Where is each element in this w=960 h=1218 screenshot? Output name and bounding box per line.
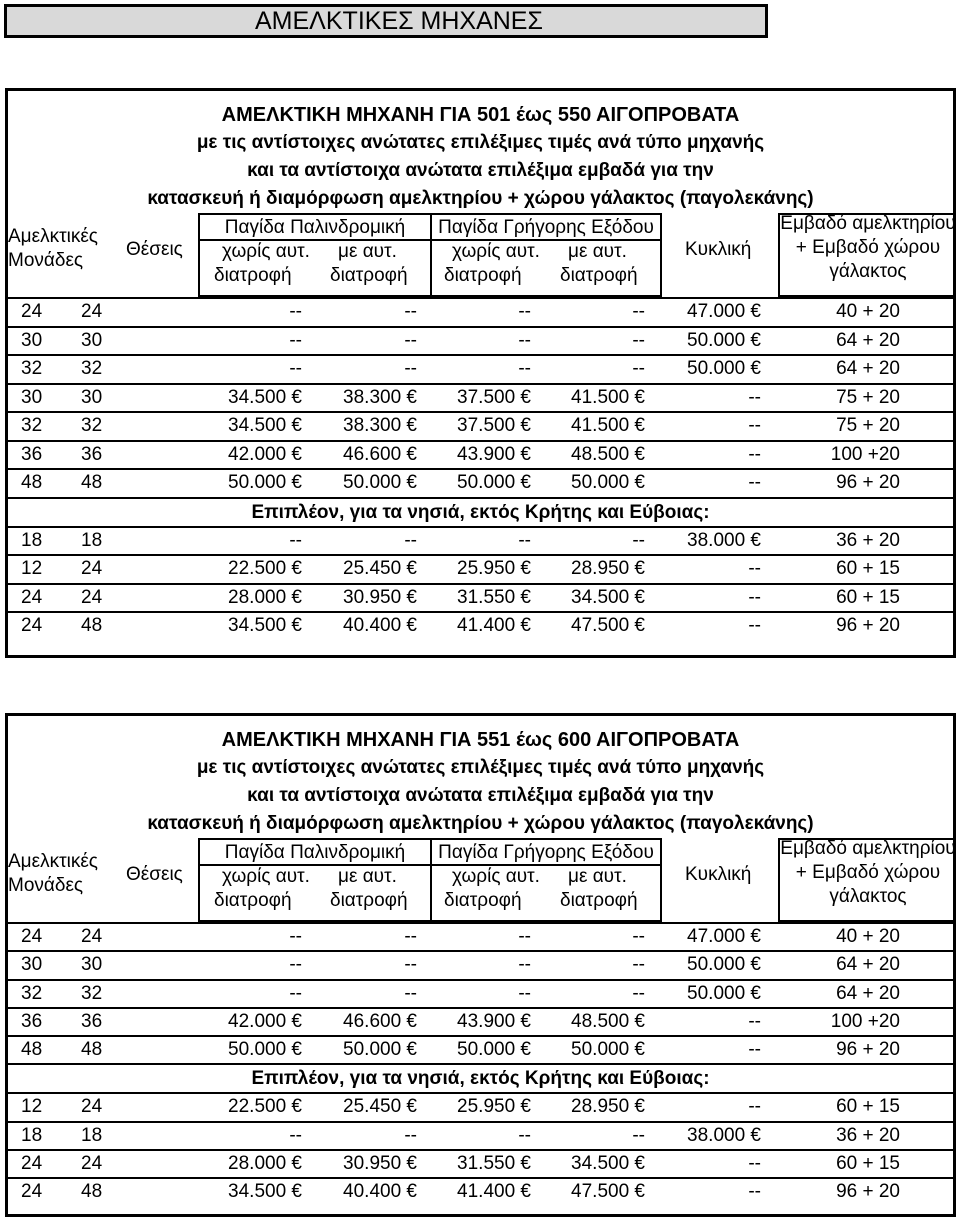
cell-price: -- [289, 954, 302, 976]
cell-area: 60 + 15 [836, 1153, 900, 1175]
cell-circular: 47.000 € [687, 301, 761, 322]
cell-price: 28.000 € [228, 1153, 302, 1175]
cell-area: 75 + 20 [836, 415, 900, 436]
header-sub-line: διατροφή [214, 265, 292, 286]
cell-seats: 30 [81, 954, 103, 976]
cell-area: 100 +20 [830, 443, 900, 465]
table-row [8, 1177, 953, 1205]
page-title: ΑΜΕΛΚΤΙΚΕΣ ΜΗΧΑΝΕΣ [4, 4, 768, 38]
table-row [8, 354, 953, 383]
header-area-line: γάλακτος [829, 886, 907, 907]
cell-price: 43.900 € [457, 1010, 531, 1032]
section-subtitle-line: και τα αντίστοιχα ανώτατα επιλέξιμα εμβαδά για την [247, 160, 714, 181]
header-sub-line: διατροφή [214, 890, 292, 911]
cell-area: 60 + 15 [836, 1096, 900, 1118]
header-sub-without [444, 865, 540, 913]
cell-price: 50.000 € [571, 1039, 645, 1061]
header-sub-line: διατροφή [560, 890, 638, 911]
cell-circular: 50.000 € [687, 982, 761, 1004]
header-sub-with [560, 240, 646, 288]
section-titles [8, 716, 953, 838]
cell-price: 46.600 € [343, 1010, 417, 1032]
header-units-line: Μονάδες [8, 875, 84, 896]
cell-circular: 50.000 € [687, 329, 761, 351]
cell-price: -- [289, 1124, 302, 1146]
table-row [8, 383, 953, 412]
table-row [8, 468, 953, 497]
cell-area: 64 + 20 [836, 358, 900, 379]
cell-price: -- [632, 301, 645, 322]
cell-price: 40.400 € [343, 1181, 417, 1203]
header-group-rapid-exit-label: Παγίδα Γρήγορης Εξόδου [438, 842, 654, 863]
cell-price: -- [289, 329, 302, 351]
cell-price: 30.950 € [343, 586, 417, 608]
cell-price: 46.600 € [343, 443, 417, 465]
cell-price: 42.000 € [228, 1010, 302, 1032]
islands-note: Επιπλέον, για τα νησιά, εκτός Κρήτης και Εύβοιας: [8, 497, 953, 526]
cell-price: 38.300 € [343, 386, 417, 408]
cell-units: 24 [21, 1153, 43, 1175]
cell-price: 38.300 € [343, 415, 417, 436]
cell-area: 96 + 20 [836, 472, 900, 493]
cell-price: -- [632, 926, 645, 947]
cell-circular: -- [748, 386, 761, 408]
cell-circular: -- [748, 415, 761, 436]
section-title: ΑΜΕΛΚΤΙΚΗ ΜΗΧΑΝΗ ΓΙΑ 501 έως 550 ΑΙΓΟΠΡΟΒΑΤΑ [221, 104, 740, 126]
cell-seats: 24 [81, 926, 103, 947]
header-sub-without [214, 240, 310, 288]
cell-seats: 48 [81, 615, 103, 636]
header-sub-line: διατροφή [444, 890, 522, 911]
cell-price: 50.000 € [228, 472, 302, 493]
cell-price: -- [404, 954, 417, 976]
table-row [8, 950, 953, 978]
cell-units: 24 [21, 1181, 43, 1203]
cell-price: -- [518, 358, 531, 379]
cell-price: 43.900 € [457, 443, 531, 465]
cell-price: 42.000 € [228, 443, 302, 465]
cell-price: -- [518, 982, 531, 1004]
cell-price: 25.950 € [457, 558, 531, 579]
cell-area: 64 + 20 [836, 982, 900, 1004]
cell-seats: 30 [81, 329, 103, 351]
header-sub-line: με αυτ. [568, 866, 627, 887]
cell-price: -- [518, 329, 531, 351]
cell-seats: 36 [81, 443, 103, 465]
cell-price: 22.500 € [228, 1096, 302, 1118]
cell-seats: 30 [81, 386, 103, 408]
cell-price: 30.950 € [343, 1153, 417, 1175]
cell-price: 48.500 € [571, 443, 645, 465]
cell-price: -- [404, 329, 417, 351]
cell-area: 64 + 20 [836, 329, 900, 351]
table-row [8, 583, 953, 612]
section-subtitle-line: με τις αντίστοιχες ανώτατες επιλέξιμες τιμές ανά τύπο μηχανής [196, 757, 765, 778]
table-row [8, 922, 953, 950]
cell-price: 50.000 € [343, 472, 417, 493]
cell-units: 48 [21, 472, 43, 493]
table-row [8, 440, 953, 469]
cell-price: 37.500 € [457, 415, 531, 436]
cell-price: -- [404, 1124, 417, 1146]
cell-units: 32 [21, 982, 43, 1004]
cell-seats: 18 [81, 529, 103, 551]
cell-price: 31.550 € [457, 586, 531, 608]
cell-circular: 38.000 € [687, 1124, 761, 1146]
header-sub-line: χωρίς αυτ. [452, 241, 540, 262]
cell-circular: -- [748, 1010, 761, 1032]
header-sub-with [560, 865, 646, 913]
section-subtitle-line: κατασκευή ή διαμόρφωση αμελκτηρίου + χώρου γάλακτος (παγολεκάνης) [147, 813, 814, 834]
cell-price: -- [632, 529, 645, 551]
cell-units: 30 [21, 329, 43, 351]
cell-area: 36 + 20 [836, 1124, 900, 1146]
cell-units: 36 [21, 1010, 43, 1032]
cell-circular: 38.000 € [687, 529, 761, 551]
cell-price: 41.400 € [457, 1181, 531, 1203]
header-units-line: Αμελκτικές [8, 851, 98, 872]
section-titles [8, 91, 953, 213]
cell-circular: -- [748, 1096, 761, 1118]
cell-area: 36 + 20 [836, 529, 900, 551]
cell-price: -- [632, 982, 645, 1004]
cell-seats: 48 [81, 472, 103, 493]
cell-price: 50.000 € [571, 472, 645, 493]
header-seats: Θέσεις [126, 239, 183, 260]
cell-seats: 32 [81, 415, 103, 436]
cell-units: 18 [21, 1124, 43, 1146]
cell-price: 37.500 € [457, 386, 531, 408]
cell-price: 22.500 € [228, 558, 302, 579]
table-row [8, 611, 953, 640]
cell-area: 60 + 15 [836, 586, 900, 608]
cell-price: -- [518, 954, 531, 976]
cell-units: 12 [21, 1096, 43, 1118]
cell-circular: -- [748, 1039, 761, 1061]
header-sub-line: χωρίς αυτ. [222, 241, 310, 262]
cell-price: 50.000 € [228, 1039, 302, 1061]
cell-units: 24 [21, 926, 43, 947]
islands-note: Επιπλέον, για τα νησιά, εκτός Κρήτης και Εύβοιας: [8, 1063, 953, 1092]
column-header [8, 213, 956, 297]
cell-units: 18 [21, 529, 43, 551]
cell-area: 100 +20 [830, 1010, 900, 1032]
cell-circular: -- [748, 558, 761, 579]
cell-seats: 48 [81, 1039, 103, 1061]
cell-units: 36 [21, 443, 43, 465]
cell-price: -- [289, 529, 302, 551]
header-sub-with [330, 865, 416, 913]
cell-area: 96 + 20 [836, 615, 900, 636]
cell-area: 40 + 20 [836, 301, 900, 322]
cell-price: 28.950 € [571, 1096, 645, 1118]
cell-area: 40 + 20 [836, 926, 900, 947]
table-section-551-600 [5, 713, 956, 1217]
cell-area: 96 + 20 [836, 1181, 900, 1203]
cell-price: 50.000 € [457, 1039, 531, 1061]
cell-units: 12 [21, 558, 43, 579]
cell-circular: 50.000 € [687, 954, 761, 976]
cell-units: 48 [21, 1039, 43, 1061]
header-sub-without [214, 865, 310, 913]
cell-units: 24 [21, 586, 43, 608]
header-units [8, 225, 98, 273]
header-sub-with [330, 240, 416, 288]
cell-area: 75 + 20 [836, 386, 900, 408]
cell-price: 41.400 € [457, 615, 531, 636]
cell-circular: -- [748, 586, 761, 608]
table-row [8, 1149, 953, 1177]
cell-seats: 32 [81, 982, 103, 1004]
header-circular: Κυκλική [685, 864, 752, 885]
data-grid [8, 922, 953, 1206]
table-row [8, 1092, 953, 1120]
cell-units: 32 [21, 358, 43, 379]
cell-area: 64 + 20 [836, 954, 900, 976]
cell-price: 50.000 € [457, 472, 531, 493]
header-area-line: Εμβαδό αμελκτηρίου [780, 213, 956, 234]
cell-circular: -- [748, 443, 761, 465]
header-sub-line: χωρίς αυτ. [222, 866, 310, 887]
header-sub-line: διατροφή [560, 265, 638, 286]
cell-price: -- [518, 301, 531, 322]
cell-price: -- [289, 926, 302, 947]
cell-price: 40.400 € [343, 615, 417, 636]
section-title: ΑΜΕΛΚΤΙΚΗ ΜΗΧΑΝΗ ΓΙΑ 551 έως 600 ΑΙΓΟΠΡΟΒΑΤΑ [221, 729, 740, 751]
table-row [8, 1035, 953, 1063]
table-row [8, 979, 953, 1007]
header-group-reciprocating-label: Παγίδα Παλινδρομική [224, 217, 406, 238]
cell-price: 47.500 € [571, 1181, 645, 1203]
cell-seats: 24 [81, 301, 103, 322]
cell-price: 34.500 € [571, 1153, 645, 1175]
cell-seats: 24 [81, 586, 103, 608]
cell-seats: 24 [81, 558, 103, 579]
cell-units: 30 [21, 954, 43, 976]
table-row [8, 554, 953, 583]
cell-price: 50.000 € [343, 1039, 417, 1061]
cell-price: -- [632, 954, 645, 976]
cell-price: 34.500 € [228, 415, 302, 436]
cell-price: -- [404, 529, 417, 551]
cell-price: 25.450 € [343, 1096, 417, 1118]
cell-circular: -- [748, 1153, 761, 1175]
cell-seats: 24 [81, 1096, 103, 1118]
cell-price: -- [518, 529, 531, 551]
header-sub-line: με αυτ. [338, 241, 397, 262]
header-sub-line: με αυτ. [568, 241, 627, 262]
cell-units: 24 [21, 615, 43, 636]
cell-circular: -- [748, 1181, 761, 1203]
data-grid [8, 297, 953, 640]
cell-price: 34.500 € [228, 386, 302, 408]
cell-price: 41.500 € [571, 386, 645, 408]
cell-price: -- [632, 1124, 645, 1146]
table-row [8, 326, 953, 355]
cell-price: 28.000 € [228, 586, 302, 608]
cell-circular: 47.000 € [687, 926, 761, 947]
cell-price: 34.500 € [228, 615, 302, 636]
header-area-line: + Εμβαδό χώρου [795, 862, 941, 883]
table-row [8, 1007, 953, 1035]
header-units-line: Μονάδες [8, 250, 84, 271]
table-row [8, 411, 953, 440]
cell-price: 47.500 € [571, 615, 645, 636]
cell-price: -- [518, 1124, 531, 1146]
section-subtitle-line: κατασκευή ή διαμόρφωση αμελκτηρίου + χώρου γάλακτος (παγολεκάνης) [147, 188, 814, 209]
cell-price: 25.450 € [343, 558, 417, 579]
table-row [8, 526, 953, 555]
cell-price: -- [404, 982, 417, 1004]
cell-price: 28.950 € [571, 558, 645, 579]
cell-seats: 36 [81, 1010, 103, 1032]
cell-circular: 50.000 € [687, 358, 761, 379]
cell-circular: -- [748, 472, 761, 493]
cell-seats: 48 [81, 1181, 103, 1203]
table-row [8, 1121, 953, 1149]
cell-price: -- [404, 358, 417, 379]
cell-price: -- [289, 301, 302, 322]
cell-price: -- [632, 329, 645, 351]
header-seats: Θέσεις [126, 864, 183, 885]
cell-price: -- [632, 358, 645, 379]
header-sub-without [444, 240, 540, 288]
header-sub-line: διατροφή [330, 890, 408, 911]
cell-circular: -- [748, 615, 761, 636]
cell-price: 34.500 € [571, 586, 645, 608]
cell-price: -- [518, 926, 531, 947]
header-units-line: Αμελκτικές [8, 226, 98, 247]
header-area-label [778, 837, 958, 909]
cell-price: -- [404, 301, 417, 322]
header-sub-line: χωρίς αυτ. [452, 866, 540, 887]
cell-units: 32 [21, 415, 43, 436]
header-area-line: γάλακτος [829, 261, 907, 282]
cell-price: -- [289, 358, 302, 379]
section-subtitle-line: με τις αντίστοιχες ανώτατες επιλέξιμες τιμές ανά τύπο μηχανής [196, 132, 765, 153]
header-sub-line: διατροφή [444, 265, 522, 286]
header-group-reciprocating-label: Παγίδα Παλινδρομική [224, 842, 406, 863]
header-group-rapid-exit-label: Παγίδα Γρήγορης Εξόδου [438, 217, 654, 238]
cell-price: 41.500 € [571, 415, 645, 436]
header-circular: Κυκλική [685, 239, 752, 260]
header-area-label [778, 212, 958, 284]
header-sub-line: διατροφή [330, 265, 408, 286]
header-area-line: + Εμβαδό χώρου [795, 237, 941, 258]
column-header [8, 838, 956, 922]
cell-seats: 32 [81, 358, 103, 379]
cell-seats: 24 [81, 1153, 103, 1175]
cell-price: 34.500 € [228, 1181, 302, 1203]
cell-units: 30 [21, 386, 43, 408]
cell-area: 60 + 15 [836, 558, 900, 579]
cell-units: 24 [21, 301, 43, 322]
section-subtitle-line: και τα αντίστοιχα ανώτατα επιλέξιμα εμβαδά για την [247, 785, 714, 806]
header-sub-line: με αυτ. [338, 866, 397, 887]
cell-area: 96 + 20 [836, 1039, 900, 1061]
cell-price: 31.550 € [457, 1153, 531, 1175]
cell-price: 48.500 € [571, 1010, 645, 1032]
table-section-501-550 [5, 88, 956, 658]
cell-seats: 18 [81, 1124, 103, 1146]
table-row [8, 297, 953, 326]
cell-price: -- [289, 982, 302, 1004]
cell-price: -- [404, 926, 417, 947]
header-area-line: Εμβαδό αμελκτηρίου [780, 838, 956, 859]
header-units [8, 850, 98, 898]
cell-price: 25.950 € [457, 1096, 531, 1118]
